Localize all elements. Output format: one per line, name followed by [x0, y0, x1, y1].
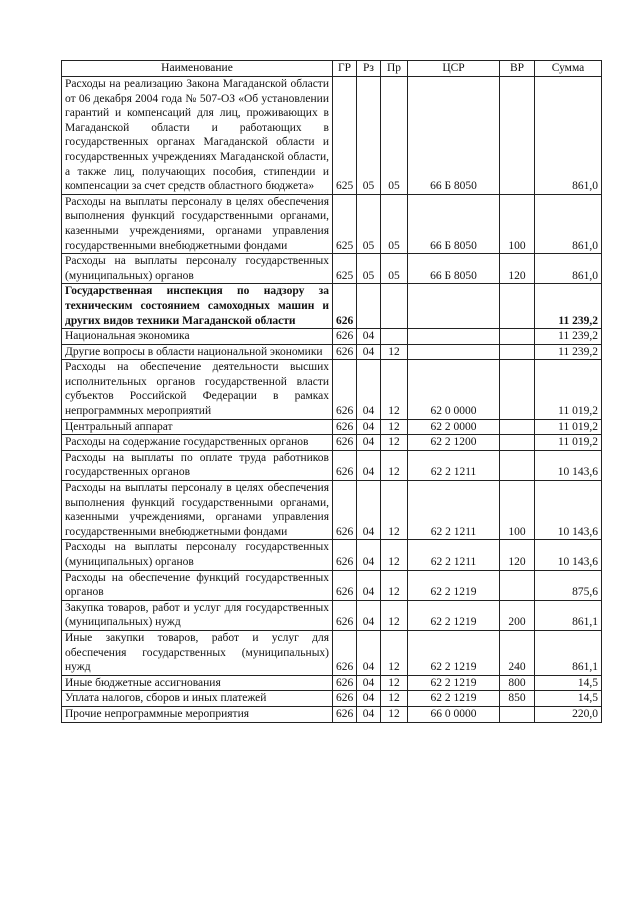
cell-name: Уплата налогов, сборов и иных платежей: [62, 691, 333, 707]
cell-pr: 12: [381, 706, 408, 722]
cell-rz: 04: [357, 570, 381, 600]
table-row: [62, 600, 602, 630]
cell-gr: 626: [333, 419, 357, 435]
cell-name: Расходы на выплаты персоналу государственных (муниципальных) органов: [62, 254, 333, 284]
cell-pr: 12: [381, 419, 408, 435]
cell-vr: 120: [500, 540, 535, 570]
cell-sum: 11 019,2: [535, 435, 602, 451]
cell-csr: 62 2 1200: [408, 435, 500, 451]
cell-gr: 626: [333, 450, 357, 480]
cell-csr: 62 2 0000: [408, 419, 500, 435]
cell-sum: 10 143,6: [535, 481, 602, 540]
cell-gr: 626: [333, 329, 357, 345]
cell-gr: 625: [333, 194, 357, 253]
cell-vr: [500, 419, 535, 435]
cell-pr: 05: [381, 194, 408, 253]
table-row: [62, 360, 602, 419]
cell-vr: 100: [500, 194, 535, 253]
cell-csr: [408, 329, 500, 345]
cell-gr: 625: [333, 77, 357, 195]
cell-rz: 04: [357, 675, 381, 691]
cell-vr: [500, 284, 535, 329]
cell-pr: 12: [381, 481, 408, 540]
cell-sum: 10 143,6: [535, 540, 602, 570]
table-row: [62, 570, 602, 600]
cell-sum: 861,0: [535, 194, 602, 253]
cell-csr: 66 Б 8050: [408, 194, 500, 253]
header-rz: Рз: [357, 61, 381, 77]
cell-name: Расходы на обеспечение деятельности высших исполнительных органов государственной власти субъектов Российской Федерации в рамках непрограммных мероприятий: [62, 360, 333, 419]
cell-gr: 626: [333, 435, 357, 451]
cell-name: Прочие непрограммные мероприятия: [62, 706, 333, 722]
header-sum: Сумма: [535, 61, 602, 77]
table-row: [62, 344, 602, 360]
cell-rz: 04: [357, 450, 381, 480]
cell-name: Иные закупки товаров, работ и услуг для обеспечения государственных (муниципальных) нужд: [62, 630, 333, 675]
cell-csr: 62 2 1219: [408, 675, 500, 691]
cell-name: Иные бюджетные ассигнования: [62, 675, 333, 691]
table-row: [62, 540, 602, 570]
cell-csr: [408, 344, 500, 360]
cell-pr: 05: [381, 254, 408, 284]
cell-rz: 04: [357, 706, 381, 722]
cell-gr: 626: [333, 481, 357, 540]
cell-sum: 875,6: [535, 570, 602, 600]
cell-pr: 12: [381, 540, 408, 570]
cell-rz: 04: [357, 419, 381, 435]
cell-vr: 240: [500, 630, 535, 675]
table-row: [62, 630, 602, 675]
cell-name: Расходы на выплаты персоналу в целях обеспечения выполнения функций государственными органами, казенными учреждениями, органами управления государственными внебюджетными фондами: [62, 481, 333, 540]
table-row: [62, 194, 602, 253]
cell-rz: 04: [357, 630, 381, 675]
cell-rz: 04: [357, 481, 381, 540]
cell-csr: 66 Б 8050: [408, 77, 500, 195]
cell-vr: 800: [500, 675, 535, 691]
cell-name: Расходы на содержание государственных органов: [62, 435, 333, 451]
cell-csr: 62 2 1211: [408, 481, 500, 540]
cell-pr: 12: [381, 570, 408, 600]
cell-sum: 11 019,2: [535, 360, 602, 419]
cell-pr: 12: [381, 691, 408, 707]
cell-sum: 14,5: [535, 675, 602, 691]
header-gr: ГР: [333, 61, 357, 77]
table-row: [62, 481, 602, 540]
cell-sum: 861,0: [535, 254, 602, 284]
cell-gr: 626: [333, 600, 357, 630]
cell-name: Государственная инспекция по надзору за техническим состоянием самоходных машин и других видов техники Магаданской области: [62, 284, 333, 329]
cell-name: Расходы на выплаты по оплате труда работников государственных органов: [62, 450, 333, 480]
table-row: [62, 706, 602, 722]
table-row: [62, 329, 602, 345]
cell-vr: [500, 435, 535, 451]
cell-pr: 12: [381, 435, 408, 451]
cell-name: Расходы на выплаты персоналу в целях обеспечения выполнения функций государственными органами, казенными учреждениями, органами управления государственными внебюджетными фондами: [62, 194, 333, 253]
cell-sum: 11 239,2: [535, 284, 602, 329]
table-row: [62, 284, 602, 329]
cell-vr: [500, 706, 535, 722]
cell-sum: 861,1: [535, 600, 602, 630]
cell-sum: 861,1: [535, 630, 602, 675]
cell-rz: 04: [357, 329, 381, 345]
budget-table: [61, 60, 602, 723]
cell-gr: 626: [333, 675, 357, 691]
cell-sum: 10 143,6: [535, 450, 602, 480]
cell-vr: [500, 360, 535, 419]
table-row: [62, 254, 602, 284]
cell-sum: 11 019,2: [535, 419, 602, 435]
table-row: [62, 691, 602, 707]
cell-rz: 04: [357, 691, 381, 707]
cell-pr: 12: [381, 675, 408, 691]
cell-name: Расходы на реализацию Закона Магаданской области от 06 декабря 2004 года № 507-ОЗ «Об установлении гарантий и компенсаций для лиц, проживающих в Магаданской области и работающих в государственных органах Магаданской области и государственных учреждениях Магаданской области, а также лиц, получающих пособия, стипендии и компенсации за счет средств областного бюджета»: [62, 77, 333, 195]
cell-csr: [408, 284, 500, 329]
cell-vr: 100: [500, 481, 535, 540]
table-row: [62, 435, 602, 451]
cell-rz: 04: [357, 540, 381, 570]
cell-csr: 62 2 1211: [408, 450, 500, 480]
cell-sum: 220,0: [535, 706, 602, 722]
cell-pr: [381, 284, 408, 329]
cell-sum: 11 239,2: [535, 344, 602, 360]
cell-name: Другие вопросы в области национальной экономики: [62, 344, 333, 360]
cell-name: Национальная экономика: [62, 329, 333, 345]
table-row: [62, 675, 602, 691]
cell-name: Расходы на обеспечение функций государственных органов: [62, 570, 333, 600]
cell-csr: 62 2 1219: [408, 570, 500, 600]
table-header: [62, 61, 602, 77]
cell-pr: 12: [381, 600, 408, 630]
cell-rz: 04: [357, 360, 381, 419]
header-vr: ВР: [500, 61, 535, 77]
cell-csr: 62 2 1219: [408, 691, 500, 707]
header-row: [62, 61, 602, 77]
cell-rz: 05: [357, 194, 381, 253]
cell-rz: 05: [357, 77, 381, 195]
cell-csr: 62 2 1211: [408, 540, 500, 570]
cell-pr: 12: [381, 630, 408, 675]
header-csr: ЦСР: [408, 61, 500, 77]
cell-vr: [500, 329, 535, 345]
cell-gr: 626: [333, 570, 357, 600]
cell-csr: 62 2 1219: [408, 630, 500, 675]
cell-pr: 12: [381, 360, 408, 419]
cell-csr: 62 0 0000: [408, 360, 500, 419]
cell-gr: 626: [333, 691, 357, 707]
cell-vr: [500, 344, 535, 360]
cell-csr: 62 2 1219: [408, 600, 500, 630]
table-row: [62, 77, 602, 195]
cell-gr: 626: [333, 706, 357, 722]
cell-csr: 66 0 0000: [408, 706, 500, 722]
table-body: [62, 77, 602, 723]
cell-name: Центральный аппарат: [62, 419, 333, 435]
cell-rz: 05: [357, 254, 381, 284]
cell-gr: 625: [333, 254, 357, 284]
cell-rz: 04: [357, 435, 381, 451]
header-name: Наименование: [62, 61, 333, 77]
cell-vr: [500, 570, 535, 600]
cell-csr: 66 Б 8050: [408, 254, 500, 284]
cell-gr: 626: [333, 630, 357, 675]
cell-pr: 12: [381, 344, 408, 360]
cell-gr: 626: [333, 540, 357, 570]
cell-vr: 120: [500, 254, 535, 284]
cell-name: Расходы на выплаты персоналу государственных (муниципальных) органов: [62, 540, 333, 570]
cell-pr: [381, 329, 408, 345]
cell-vr: 200: [500, 600, 535, 630]
cell-pr: 05: [381, 77, 408, 195]
table-row: [62, 419, 602, 435]
cell-rz: 04: [357, 600, 381, 630]
cell-rz: [357, 284, 381, 329]
cell-gr: 626: [333, 360, 357, 419]
cell-gr: 626: [333, 344, 357, 360]
cell-sum: 11 239,2: [535, 329, 602, 345]
cell-name: Закупка товаров, работ и услуг для государственных (муниципальных) нужд: [62, 600, 333, 630]
cell-rz: 04: [357, 344, 381, 360]
cell-vr: [500, 77, 535, 195]
cell-gr: 626: [333, 284, 357, 329]
header-pr: Пр: [381, 61, 408, 77]
cell-pr: 12: [381, 450, 408, 480]
cell-vr: [500, 450, 535, 480]
table-row: [62, 450, 602, 480]
cell-sum: 14,5: [535, 691, 602, 707]
cell-vr: 850: [500, 691, 535, 707]
cell-sum: 861,0: [535, 77, 602, 195]
